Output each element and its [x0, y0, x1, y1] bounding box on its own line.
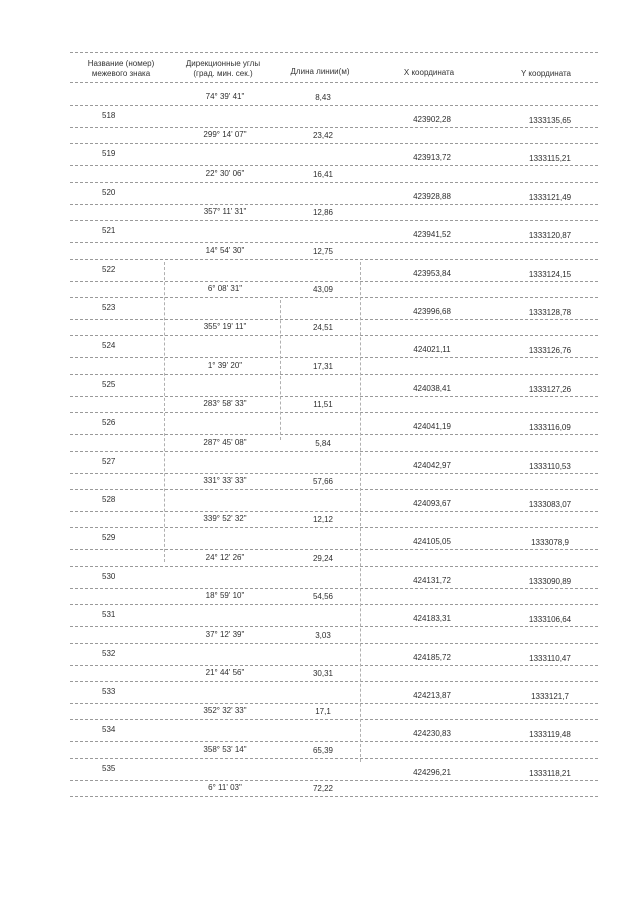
header-y-coordinate: Y координата: [520, 69, 572, 78]
direction-angle: 18° 59' 10": [205, 591, 245, 600]
line-length: 16,41: [312, 170, 334, 179]
y-coordinate: 1333110,53: [529, 462, 571, 471]
y-coordinate: 1333120,87: [528, 231, 572, 240]
x-coordinate: 424185,72: [413, 653, 451, 662]
row-divider: [70, 396, 598, 397]
x-coordinate: 423902,28: [413, 115, 451, 124]
line-length: 17,1: [315, 707, 331, 716]
y-coordinate: 1333106,64: [528, 615, 572, 624]
line-length: 12,75: [312, 247, 334, 256]
row-divider: [70, 703, 598, 704]
line-length: 54,56: [312, 592, 334, 601]
y-coordinate: 1333110,47: [529, 654, 571, 663]
row-divider: [70, 281, 598, 282]
direction-angle: 22° 30' 06": [205, 169, 245, 178]
x-coordinate: 424296,21: [413, 768, 451, 777]
row-divider: [70, 259, 598, 260]
header-mark-name: Название (номер) межевого знака: [87, 59, 155, 78]
direction-angle: 6° 11' 03": [208, 783, 242, 792]
row-divider: [70, 374, 598, 375]
row-divider: [70, 549, 598, 550]
mark-name: 534: [102, 725, 116, 734]
mark-name: 520: [102, 188, 116, 197]
mark-name: 525: [102, 380, 116, 389]
line-length: 43,09: [312, 285, 334, 294]
direction-angle: 1° 39' 20": [207, 361, 243, 370]
x-coordinate: 423913,72: [413, 153, 451, 162]
mark-name: 526: [102, 418, 116, 427]
column-divider: [164, 262, 165, 562]
y-coordinate: 1333119,48: [529, 730, 571, 739]
direction-angle: 358° 53' 14": [203, 745, 247, 754]
x-coordinate: 424230,83: [413, 729, 451, 738]
x-coordinate: 424038,41: [413, 384, 451, 393]
y-coordinate: 1333127,26: [528, 385, 572, 394]
mark-name: 531: [102, 610, 116, 619]
y-coordinate: 1333118,21: [529, 769, 571, 778]
row-divider: [70, 220, 598, 221]
line-length: 12,12: [312, 515, 334, 524]
row-divider: [70, 335, 598, 336]
line-length: 12,86: [312, 208, 334, 217]
row-divider: [70, 412, 598, 413]
x-coordinate: 423953,84: [413, 269, 451, 278]
mark-name: 519: [102, 149, 116, 158]
x-coordinate: 423941,52: [413, 230, 451, 239]
direction-angle: 331° 33' 33": [203, 476, 247, 485]
direction-angle: 24° 12' 26": [205, 553, 245, 562]
row-divider: [70, 588, 598, 589]
row-divider: [70, 626, 598, 627]
direction-angle: 14° 54' 30": [205, 246, 245, 255]
y-coordinate: 1333121,7: [531, 692, 569, 701]
row-divider: [70, 604, 598, 605]
y-coordinate: 1333090,89: [528, 577, 572, 586]
row-divider: [70, 127, 598, 128]
direction-angle: 6° 08' 31": [207, 284, 243, 293]
row-divider: [70, 473, 598, 474]
row-divider: [70, 182, 598, 183]
x-coordinate: 424105,05: [413, 537, 451, 546]
line-length: 65,39: [312, 746, 334, 755]
x-coordinate: 424041,19: [413, 422, 451, 431]
mark-name: 535: [102, 764, 116, 773]
mark-name: 522: [102, 265, 116, 274]
direction-angle: 21° 44' 56": [205, 668, 245, 677]
y-coordinate: 1333135,65: [528, 116, 572, 125]
mark-name: 528: [102, 495, 116, 504]
row-divider: [70, 511, 598, 512]
row-divider: [70, 82, 598, 83]
column-divider: [280, 300, 281, 440]
line-length: 72,22: [312, 784, 334, 793]
direction-angle: 357° 11' 31": [203, 207, 247, 216]
mark-name: 529: [102, 533, 116, 542]
row-divider: [70, 143, 598, 144]
row-divider: [70, 297, 598, 298]
row-divider: [70, 758, 598, 759]
row-divider: [70, 741, 598, 742]
y-coordinate: 1333124,15: [528, 270, 572, 279]
mark-name: 524: [102, 341, 116, 350]
mark-name: 523: [102, 303, 116, 312]
mark-name: 533: [102, 687, 116, 696]
row-divider: [70, 204, 598, 205]
header-line-length: Длина линии(м): [290, 67, 350, 76]
x-coordinate: 424213,87: [413, 691, 451, 700]
row-divider: [70, 643, 598, 644]
y-coordinate: 1333078,9: [531, 538, 569, 547]
row-divider: [70, 780, 598, 781]
mark-name: 518: [102, 111, 116, 120]
mark-name: 530: [102, 572, 116, 581]
row-divider: [70, 665, 598, 666]
x-coordinate: 424021,11: [413, 345, 451, 354]
row-divider: [70, 451, 598, 452]
row-divider: [70, 165, 598, 166]
row-divider: [70, 242, 598, 243]
x-coordinate: 423996,68: [413, 307, 451, 316]
mark-name: 527: [102, 457, 116, 466]
line-length: 8,43: [315, 93, 331, 102]
y-coordinate: 1333128,78: [528, 308, 572, 317]
row-divider: [70, 796, 598, 797]
line-length: 57,66: [312, 477, 334, 486]
header-x-coordinate: X координата: [403, 68, 455, 77]
x-coordinate: 424183,31: [413, 614, 451, 623]
direction-angle: 283° 58' 33": [203, 399, 247, 408]
line-length: 5,84: [315, 439, 331, 448]
line-length: 17,31: [312, 362, 334, 371]
row-divider: [70, 527, 598, 528]
mark-name: 532: [102, 649, 116, 658]
y-coordinate: 1333083,07: [528, 500, 572, 509]
direction-angle: 355° 19' 11": [203, 322, 247, 331]
line-length: 11,51: [313, 400, 333, 409]
header-direction-angles: Дирекционные углы (град. мин. сек.): [185, 59, 261, 78]
y-coordinate: 1333126,76: [528, 346, 572, 355]
x-coordinate: 424131,72: [413, 576, 451, 585]
mark-name: 521: [102, 226, 116, 235]
direction-angle: 352° 32' 33": [203, 706, 247, 715]
direction-angle: 74° 39' 41": [205, 92, 245, 101]
line-length: 23,42: [312, 131, 334, 140]
row-divider: [70, 434, 598, 435]
row-divider: [70, 566, 598, 567]
row-divider: [70, 319, 598, 320]
line-length: 24,51: [312, 323, 334, 332]
line-length: 29,24: [312, 554, 334, 563]
line-length: 3,03: [315, 631, 331, 640]
row-divider: [70, 489, 598, 490]
row-divider: [70, 105, 598, 106]
x-coordinate: 424042,97: [413, 461, 451, 470]
direction-angle: 299° 14' 07": [203, 130, 247, 139]
line-length: 30,31: [312, 669, 334, 678]
row-divider: [70, 357, 598, 358]
column-divider: [360, 262, 361, 762]
direction-angle: 37° 12' 39": [205, 630, 245, 639]
row-divider: [70, 52, 598, 53]
y-coordinate: 1333121,49: [528, 193, 572, 202]
row-divider: [70, 681, 598, 682]
x-coordinate: 424093,67: [413, 499, 451, 508]
row-divider: [70, 719, 598, 720]
x-coordinate: 423928,88: [413, 192, 451, 201]
y-coordinate: 1333116,09: [529, 423, 571, 432]
y-coordinate: 1333115,21: [529, 154, 571, 163]
direction-angle: 339° 52' 32": [203, 514, 247, 523]
direction-angle: 287° 45' 08": [203, 438, 247, 447]
